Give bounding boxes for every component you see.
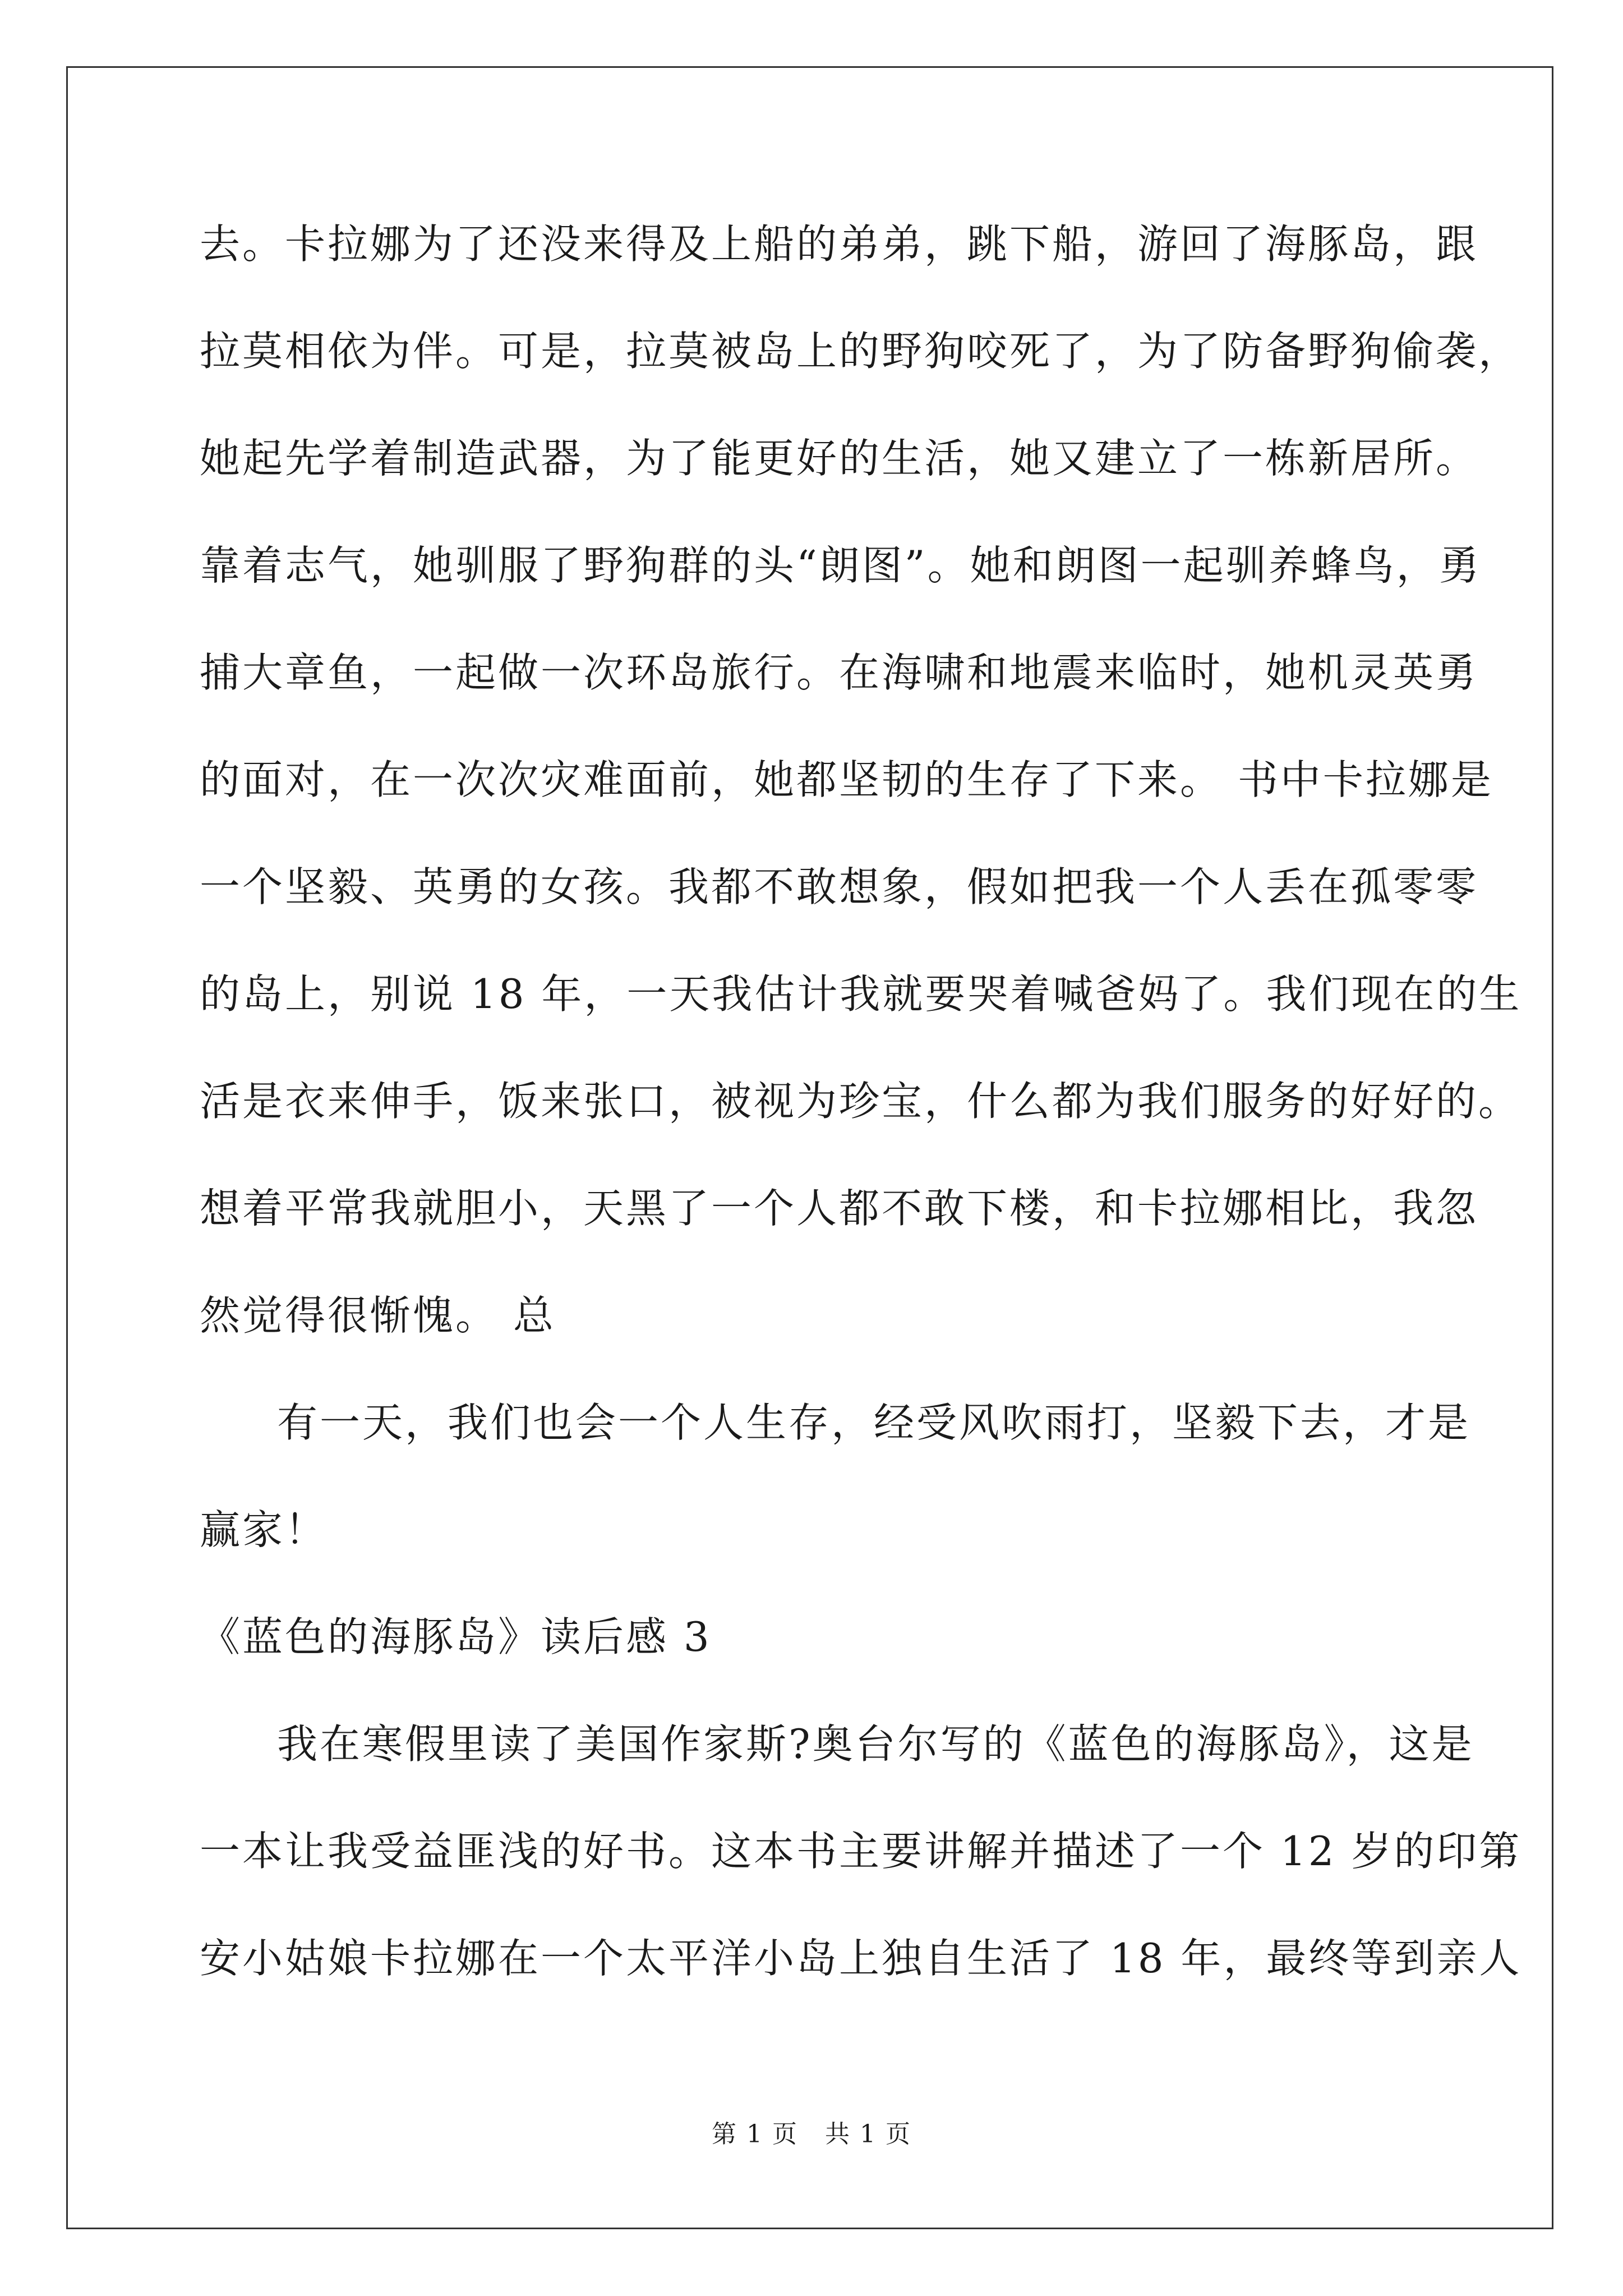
paragraph-line: 靠着志气，她驯服了野狗群的头“朗图”。她和朗图一起驯养蜂鸟，勇	[200, 542, 1482, 589]
page-total: 共 1 页	[825, 2120, 911, 2148]
paragraph-line: 我在寒假里读了美国作家斯?奥台尔写的《蓝色的海豚岛》，这是	[277, 1720, 1474, 1768]
paragraph-line: 赢家！	[200, 1506, 328, 1553]
page-border	[66, 66, 1553, 2229]
section-heading: 《蓝色的海豚岛》读后感 3	[200, 1613, 712, 1660]
paragraph-line: 捕大章鱼，一起做一次环岛旅行。在海啸和地震来临时，她机灵英勇	[200, 649, 1479, 696]
paragraph-line: 去。卡拉娜为了还没来得及上船的弟弟，跳下船，游回了海豚岛，跟	[200, 220, 1479, 268]
paragraph-line: 安小姑娘卡拉娜在一个太平洋小岛上独自生活了 18 年，最终等到亲人	[200, 1935, 1522, 1982]
paragraph-line: 的岛上，别说 18 年，一天我估计我就要哭着喊爸妈了。我们现在的生	[200, 970, 1522, 1018]
paragraph-line: 拉莫相依为伴。可是，拉莫被岛上的野狗咬死了，为了防备野狗偷袭，	[200, 328, 1521, 375]
paragraph-line: 想着平常我就胆小，天黑了一个人都不敢下楼，和卡拉娜相比，我忽	[200, 1185, 1479, 1232]
paragraph-line: 一个坚毅、英勇的女孩。我都不敢想象，假如把我一个人丢在孤零零	[200, 863, 1479, 910]
paragraph-line: 的面对，在一次次灾难面前，她都坚韧的生存了下来。 书中卡拉娜是	[200, 756, 1493, 803]
paragraph-line: 她起先学着制造武器，为了能更好的生活，她又建立了一栋新居所。	[200, 435, 1479, 482]
paragraph-line: 有一天，我们也会一个人生存，经受风吹雨打，坚毅下去，才是	[277, 1399, 1471, 1446]
page-number: 第 1 页	[712, 2120, 798, 2148]
page-footer	[0, 2118, 1623, 2151]
paragraph-line: 活是衣来伸手，饭来张口，被视为珍宝，什么都为我们服务的好好的。	[200, 1078, 1521, 1125]
paragraph-line: 然觉得很惭愧。 总	[200, 1292, 556, 1339]
paragraph-line: 一本让我受益匪浅的好书。这本书主要讲解并描述了一个 12 岁的印第	[200, 1828, 1522, 1875]
